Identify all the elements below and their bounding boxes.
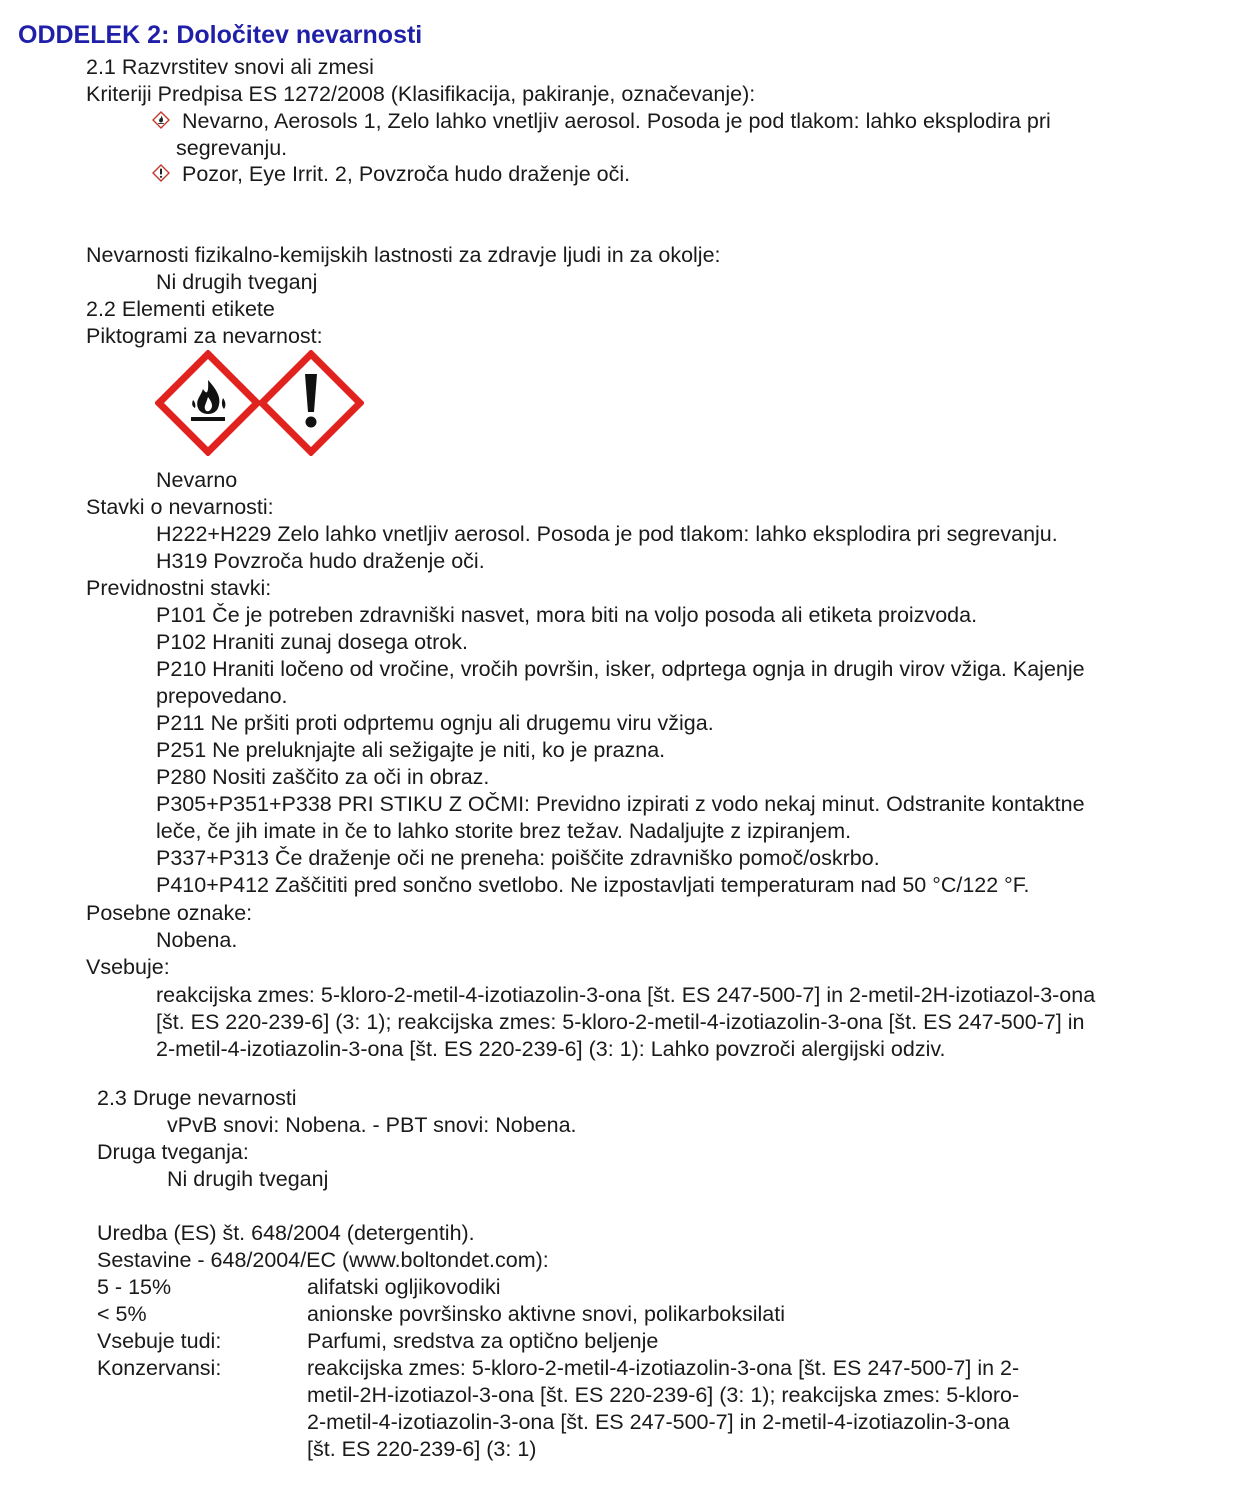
physchem-label: Nevarnosti fizikalno-kemijskih lastnosti za zdravje ljudi in za okolje: bbox=[86, 243, 721, 267]
precaution-p251: P251 Ne preluknjajte ali sežigajte je niti, ko je prazna. bbox=[156, 738, 666, 762]
physchem-value: Ni drugih tveganj bbox=[156, 270, 318, 294]
special-labels-label: Posebne oznake: bbox=[86, 901, 253, 925]
precaution-p211: P211 Ne pršiti proti odprtemu ognju ali drugemu viru vžiga. bbox=[156, 711, 714, 735]
flame-hazard-icon bbox=[152, 111, 170, 129]
precaution-p210-line2: prepovedano. bbox=[156, 684, 288, 708]
detergent-regulation: Uredba (ES) št. 648/2004 (detergentih). bbox=[97, 1221, 475, 1245]
heading-2-3: 2.3 Druge nevarnosti bbox=[97, 1086, 297, 1110]
ingredient-row-value: anionske površinsko aktivne snovi, polikarboksilati bbox=[307, 1302, 786, 1326]
hazard-statement-h319: H319 Povzroča hudo draženje oči. bbox=[156, 549, 485, 573]
signal-word: Nevarno bbox=[156, 468, 238, 492]
ingredient-row-label: 5 - 15% bbox=[97, 1275, 172, 1299]
pictograms-label: Piktogrami za nevarnost: bbox=[86, 324, 323, 348]
precautionary-label: Previdnostni stavki: bbox=[86, 576, 272, 600]
precaution-p305-line1: P305+P351+P338 PRI STIKU Z OČMI: Previdno izpirati z vodo nekaj minut. Odstranite kontaktne bbox=[156, 792, 1085, 816]
ghs07-exclamation-pictogram bbox=[258, 350, 364, 456]
ghs02-flame-pictogram bbox=[155, 350, 261, 456]
heading-2-2: 2.2 Elementi etikete bbox=[86, 297, 275, 321]
ingredient-row-value: alifatski ogljikovodiki bbox=[307, 1275, 501, 1299]
preservatives-line2: metil-2H-izotiazol-3-ona [št. ES 220-239-6] (3: 1); reakcijska zmes: 5-kloro- bbox=[307, 1383, 1020, 1407]
exclamation-hazard-icon bbox=[152, 164, 170, 182]
contains-line2: [št. ES 220-239-6] (3: 1); reakcijska zmes: 5-kloro-2-metil-4-izotiazolin-3-ona [št. ES 247-500-7] in bbox=[156, 1010, 1085, 1034]
preservatives-line1: reakcijska zmes: 5-kloro-2-metil-4-izotiazolin-3-ona [št. ES 247-500-7] in 2- bbox=[307, 1356, 1020, 1380]
precaution-p410: P410+P412 Zaščititi pred sončno svetlobo. Ne izpostavljati temperaturam nad 50 °C/122 °F. bbox=[156, 873, 1030, 897]
preservatives-label: Konzervansi: bbox=[97, 1356, 222, 1380]
other-risks-value: Ni drugih tveganj bbox=[167, 1167, 329, 1191]
section-title: ODDELEK 2: Določitev nevarnosti bbox=[18, 21, 423, 49]
classification-1-line2: segrevanju. bbox=[176, 136, 288, 160]
preservatives-line4: [št. ES 220-239-6] (3: 1) bbox=[307, 1437, 537, 1461]
special-labels-value: Nobena. bbox=[156, 928, 238, 952]
precaution-p305-line2: leče, če jih imate in če to lahko storite brez težav. Nadaljujte z izpiranjem. bbox=[156, 819, 852, 843]
precaution-p280: P280 Nositi zaščito za oči in obraz. bbox=[156, 765, 490, 789]
hazard-statement-h222: H222+H229 Zelo lahko vnetljiv aerosol. Posoda je pod tlakom: lahko eksplodira pri segrevanju. bbox=[156, 522, 1058, 546]
precaution-p337: P337+P313 Če draženje oči ne preneha: poiščite zdravniško pomoč/oskrbo. bbox=[156, 846, 880, 870]
ingredient-row-label: < 5% bbox=[97, 1302, 147, 1326]
ingredient-row-label: Vsebuje tudi: bbox=[97, 1329, 222, 1353]
ingredient-row-value: Parfumi, sredstva za optično beljenje bbox=[307, 1329, 659, 1353]
heading-2-1: 2.1 Razvrstitev snovi ali zmesi bbox=[86, 55, 374, 79]
other-risks-label: Druga tveganja: bbox=[97, 1140, 249, 1164]
precaution-p102: P102 Hraniti zunaj dosega otrok. bbox=[156, 630, 468, 654]
criteria-line: Kriteriji Predpisa ES 1272/2008 (Klasifikacija, pakiranje, označevanje): bbox=[86, 82, 756, 106]
vpvb-pbt: vPvB snovi: Nobena. - PBT snovi: Nobena. bbox=[167, 1113, 577, 1137]
contains-line3: 2-metil-4-izotiazolin-3-ona [št. ES 220-239-6] (3: 1): Lahko povzroči alergijski odziv. bbox=[156, 1037, 946, 1061]
contains-line1: reakcijska zmes: 5-kloro-2-metil-4-izotiazolin-3-ona [št. ES 247-500-7] in 2-metil-2H-izotiazol-3-ona bbox=[156, 983, 1096, 1007]
classification-2: Pozor, Eye Irrit. 2, Povzroča hudo draženje oči. bbox=[182, 162, 631, 186]
precaution-p101: P101 Če je potreben zdravniški nasvet, mora biti na voljo posoda ali etiketa proizvoda. bbox=[156, 603, 978, 627]
hazard-statements-label: Stavki o nevarnosti: bbox=[86, 495, 274, 519]
classification-1-line1: Nevarno, Aerosols 1, Zelo lahko vnetljiv aerosol. Posoda je pod tlakom: lahko eksplodira pri bbox=[182, 109, 1051, 133]
ingredients-label: Sestavine - 648/2004/EC (www.boltondet.com): bbox=[97, 1248, 549, 1272]
precaution-p210-line1: P210 Hraniti ločeno od vročine, vročih površin, isker, odprtega ognja in drugih virov vžiga. Kajenje bbox=[156, 657, 1085, 681]
contains-label: Vsebuje: bbox=[86, 955, 170, 979]
preservatives-line3: 2-metil-4-izotiazolin-3-ona [št. ES 247-500-7] in 2-metil-4-izotiazolin-3-ona bbox=[307, 1410, 1010, 1434]
